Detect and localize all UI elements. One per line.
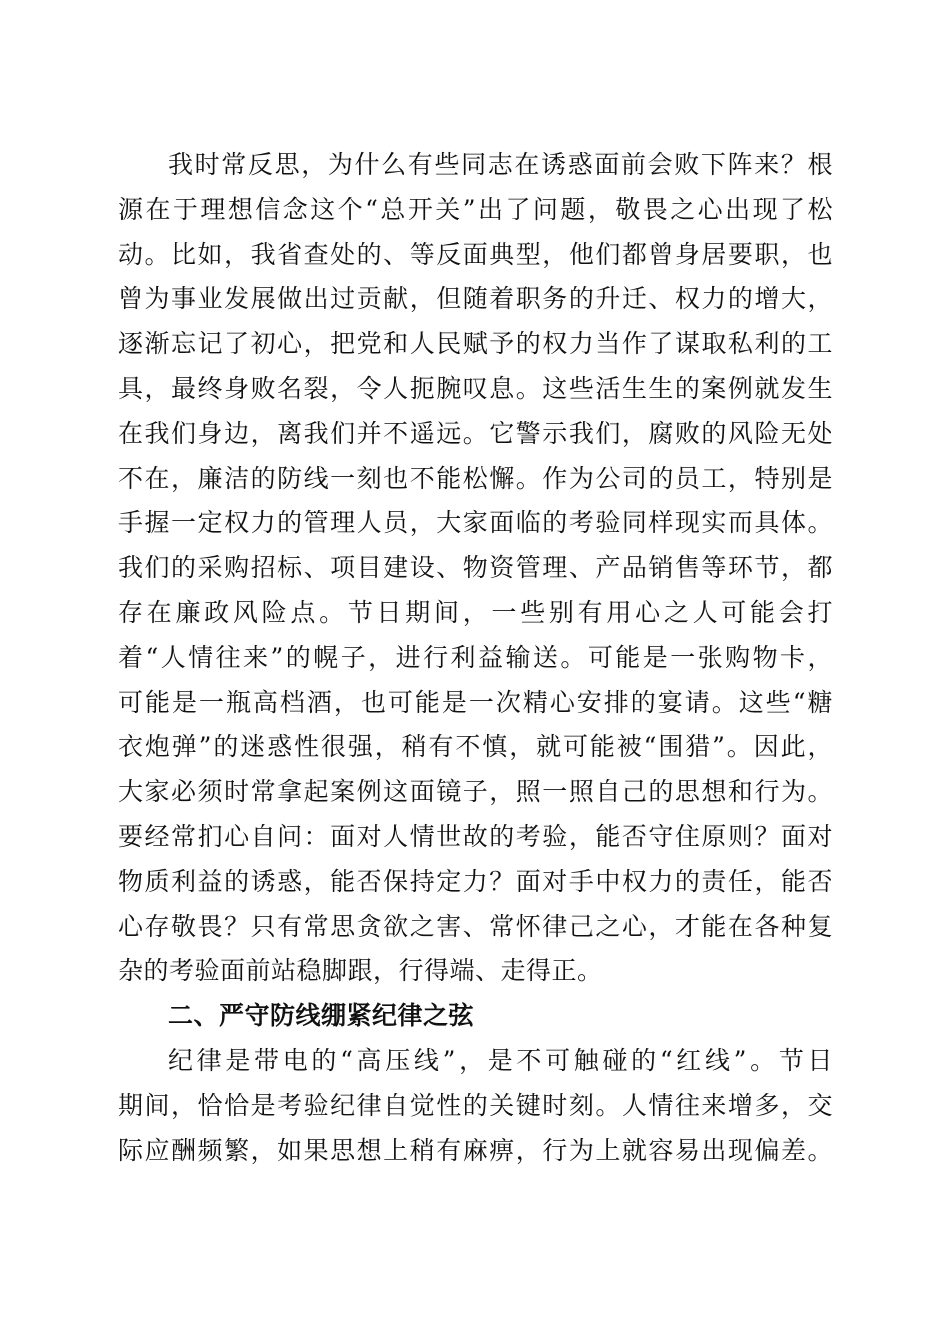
paragraph-line: 际应酬频繁，如果思想上稍有麻痹，行为上就容易出现偏差。: [118, 1135, 833, 1165]
paragraph-line: 逐渐忘记了初心，把党和人民赋予的权力当作了谋取私利的工: [118, 329, 833, 359]
paragraph-line: 可能是一瓶高档酒，也可能是一次精心安排的宴请。这些“糖: [118, 687, 833, 717]
paragraph-line: 不在，廉洁的防线一刻也不能松懈。作为公司的员工，特别是: [118, 463, 833, 493]
paragraph-line: 衣炮弹”的迷惑性很强，稍有不慎，就可能被“围猎”。因此，: [118, 732, 833, 762]
paragraph-reflection: [118, 143, 833, 994]
paragraph-line: 期间，恰恰是考验纪律自觉性的关键时刻。人情往来增多，交: [118, 1090, 833, 1120]
paragraph-line: 动。比如，我省查处的、等反面典型，他们都曾身居要职，也: [118, 239, 833, 269]
paragraph-discipline: [118, 1039, 833, 1173]
paragraph-line: 杂的考验面前站稳脚跟，行得端、走得正。: [118, 956, 603, 986]
document-body: [118, 143, 833, 1173]
paragraph-line: 大家必须时常拿起案例这面镜子，照一照自己的思想和行为。: [118, 777, 833, 807]
paragraph-line: 着“人情往来”的幌子，进行利益输送。可能是一张购物卡，: [118, 642, 833, 672]
paragraph-line: 具，最终身败名裂，令人扼腕叹息。这些活生生的案例就发生: [118, 373, 833, 403]
paragraph-line: 曾为事业发展做出过贡献，但随着职务的升迁、权力的增大，: [118, 284, 833, 314]
paragraph-line: 手握一定权力的管理人员，大家面临的考验同样现实而具体。: [118, 508, 833, 538]
paragraph-line: 物质利益的诱惑，能否保持定力？面对手中权力的责任，能否: [118, 866, 833, 896]
paragraph-line: 在我们身边，离我们并不遥远。它警示我们，腐败的风险无处: [118, 418, 833, 448]
paragraph-line: 我们的采购招标、项目建设、物资管理、产品销售等环节，都: [118, 553, 833, 583]
paragraph-line: 源在于理想信念这个“总开关”出了问题，敬畏之心出现了松: [118, 194, 833, 224]
section-heading: 二、严守防线绷紧纪律之弦: [168, 1001, 475, 1031]
paragraph-line: 心存敬畏？只有常思贪欲之害、常怀律己之心，才能在各种复: [118, 911, 833, 941]
paragraph-line: 要经常扪心自问：面对人情世故的考验，能否守住原则？面对: [118, 821, 833, 851]
paragraph-line: 我时常反思，为什么有些同志在诱惑面前会败下阵来？根: [168, 150, 833, 179]
paragraph-line: 存在廉政风险点。节日期间，一些别有用心之人可能会打: [118, 597, 833, 627]
paragraph-line: 纪律是带电的“高压线”，是不可触碰的“红线”。节日: [168, 1045, 833, 1075]
